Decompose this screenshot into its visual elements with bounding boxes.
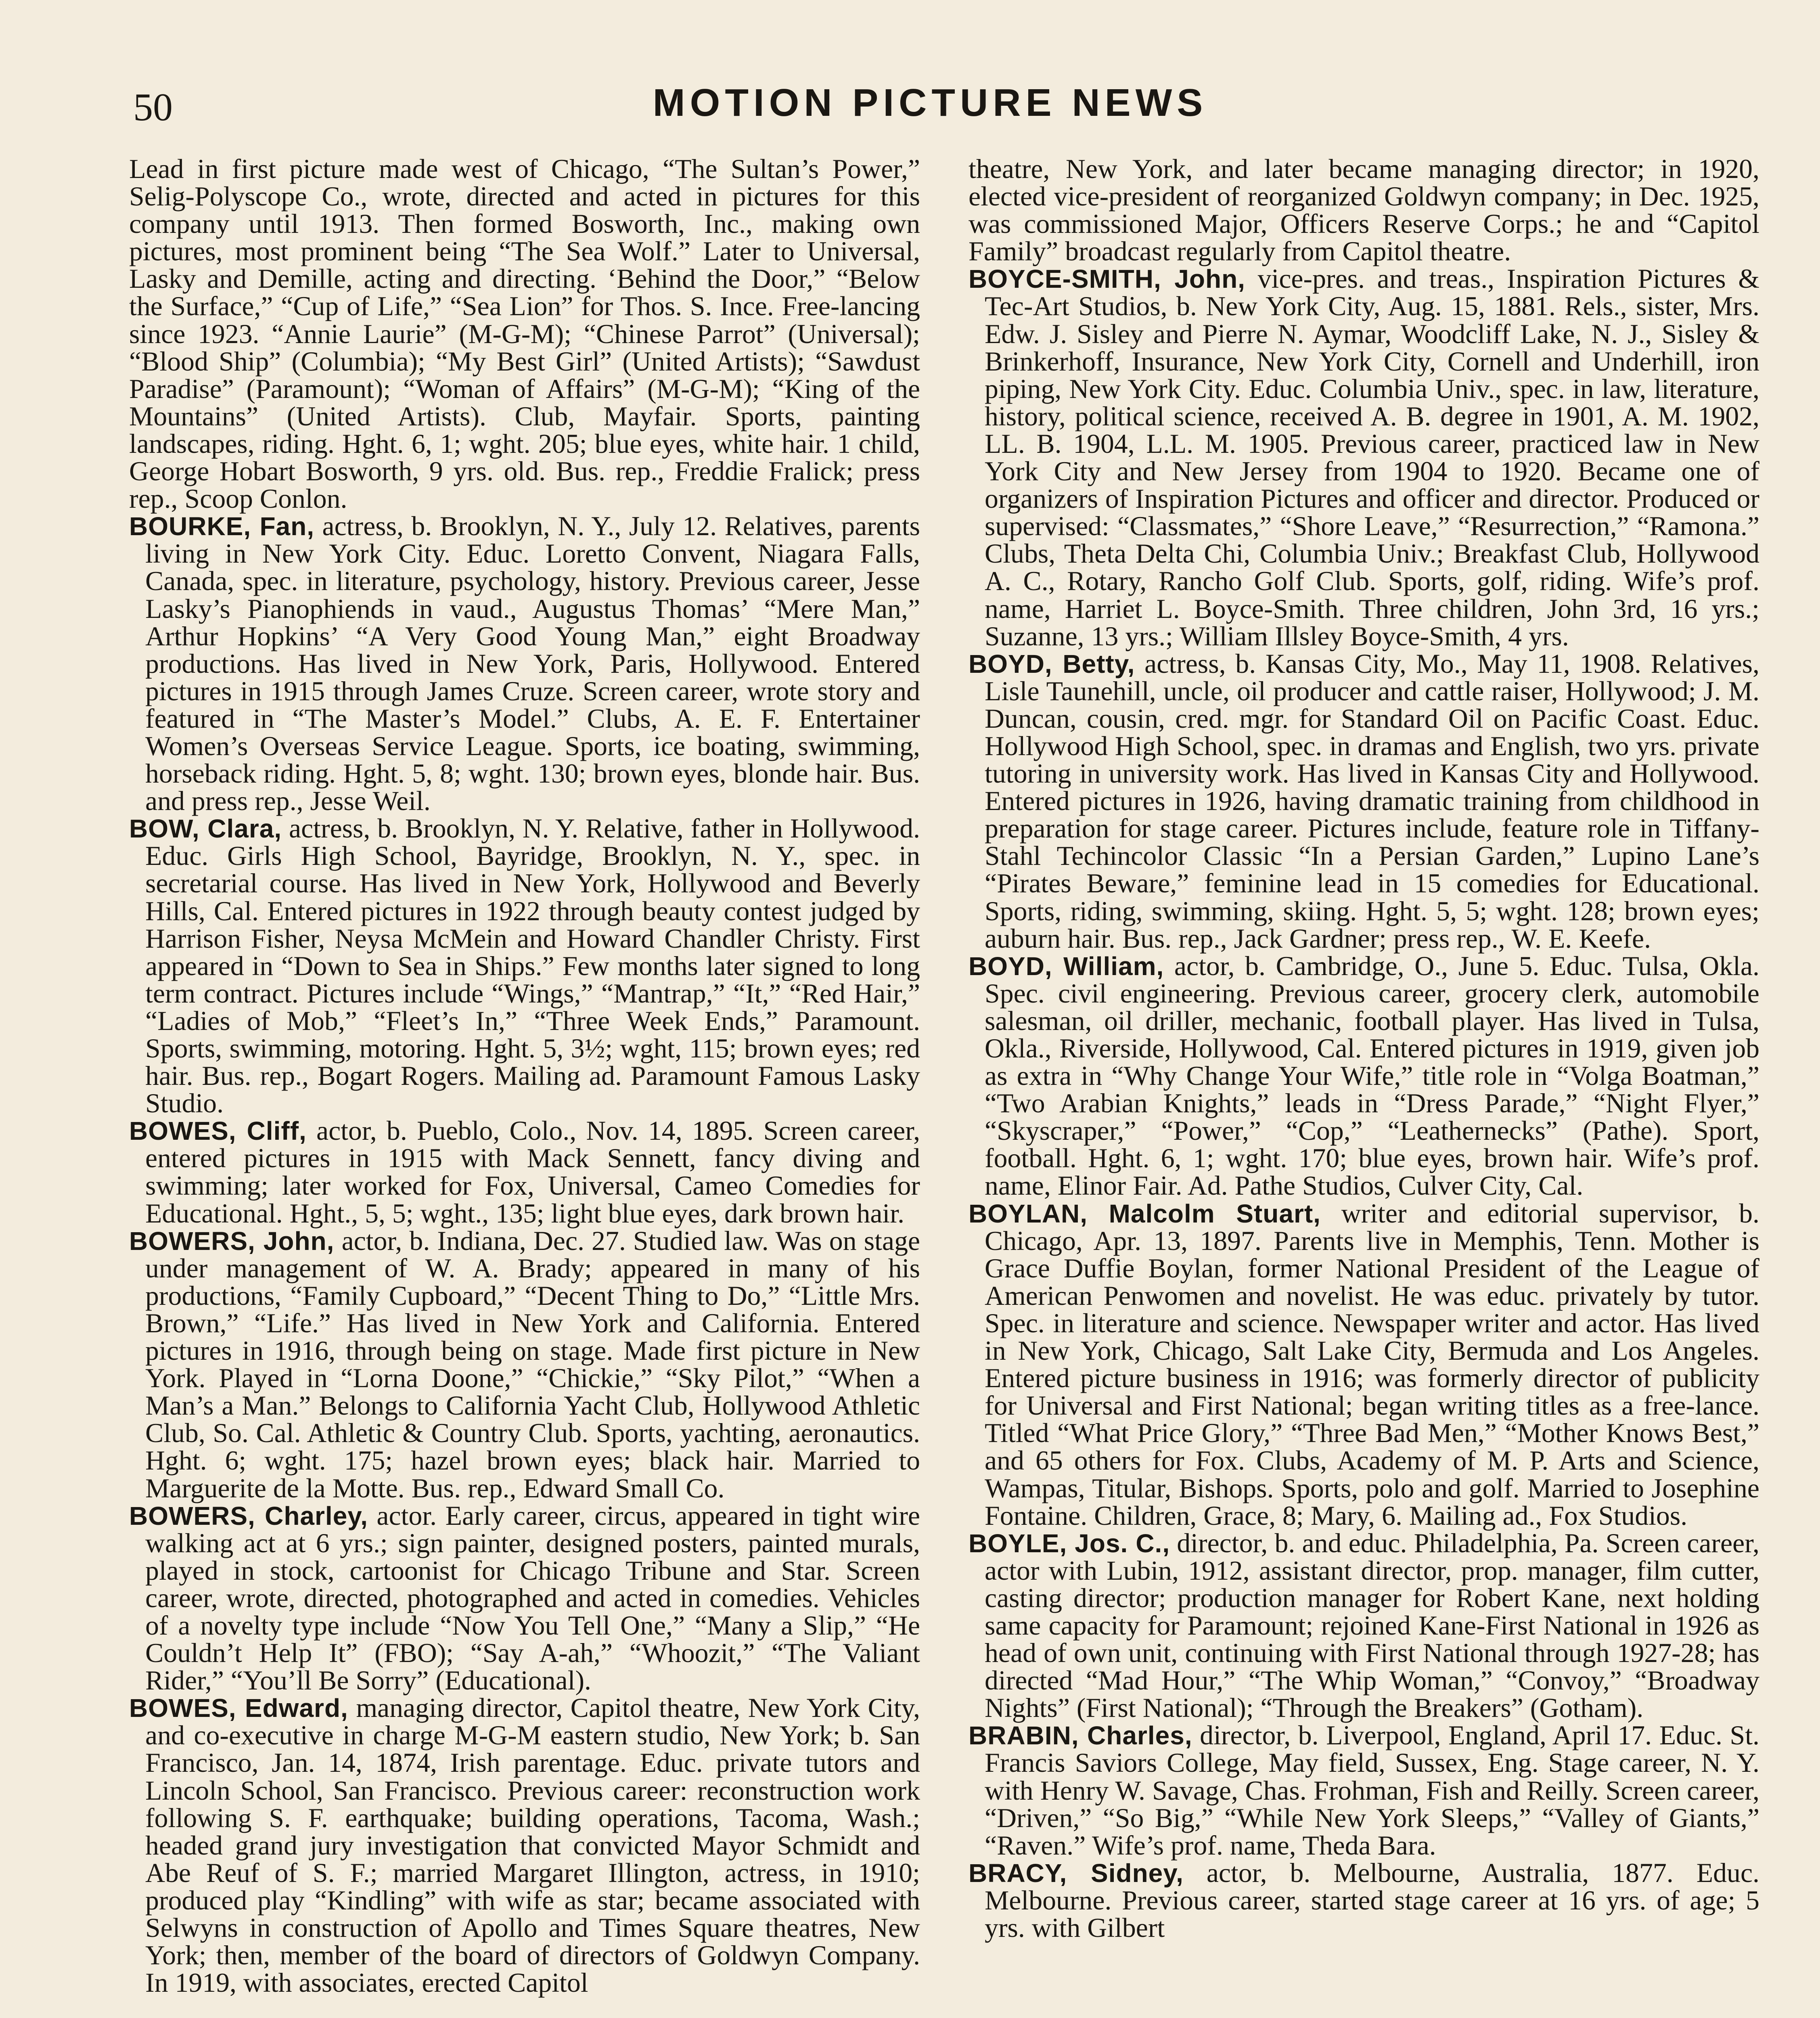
entry-text: actor, b. Indiana, Dec. 27. Studied law. Was on stage under management of W. A. Brady; appeared in many of his productions, “Family Cupboard,” “Decent Thing to Do,” “Little Mrs. Brown,” “Life.” Has lived in New York and California. Entered pictures in 1916, through being on stage. Made first picture in New York. Played in “Lorna Doone,” “Chickie,” “Sky Pilot,” “When a Man’s a Man.” Belongs to California Yacht Club, Hollywood Athletic Club, So. Cal. Athletic & Country Club. Sports, yachting, aeronautics. Hght. 6; wght. 175; hazel brown eyes; black hair. Married to Marguerite de la Motte. Bus. rep., Edward Small Co.	[145, 1225, 920, 1503]
entry-name: BOYD, William,	[969, 951, 1164, 981]
entry-name: BRABIN, Charles,	[969, 1721, 1192, 1750]
page-number: 50	[133, 86, 173, 129]
entry-text: theatre, New York, and later became managing director; in 1920, elected vice-president of reorganized Goldwyn company; in Dec. 1925, was commissioned Major, Officers Reserve Corps.; he and “Capitol Family” broadcast regularly from Capitol theatre.	[969, 154, 1759, 267]
entry-bourke-fan	[129, 513, 920, 815]
entry-name: BOWES, Cliff,	[129, 1116, 307, 1146]
entry-boyd-william	[969, 952, 1759, 1200]
entry-boyce-smith-john	[969, 265, 1759, 650]
running-head	[133, 81, 1727, 141]
entry-bowers-john	[129, 1227, 920, 1502]
journal-title: MOTION PICTURE NEWS	[653, 81, 1208, 124]
entry-name: BOURKE, Fan,	[129, 512, 315, 541]
entry-name: BOWERS, Charley,	[129, 1501, 368, 1530]
entry-text: actress, b. Brooklyn, N. Y. Relative, father in Hollywood. Educ. Girls High School, Bayridge, Brooklyn, N. Y., spec. in secretarial course. Has lived in New York, Hollywood and Beverly Hills, Cal. Entered pictures in 1922 through beauty contest judged by Harrison Fisher, Neysa McMein and Howard Chandler Christy. First appeared in “Down to Sea in Ships.” Few months later signed to long term contract. Pictures include “Wings,” “Mantrap,” “It,” “Red Hair,” “Ladies of Mob,” “Fleet’s In,” “Three Week Ends,” Paramount. Sports, swimming, motoring. Hght. 5, 3½; wght, 115; brown eyes; red hair. Bus. rep., Bogart Rogers. Mailing ad. Paramount Famous Lasky Studio.	[145, 813, 920, 1119]
entry-text: actor, b. Pueblo, Colo., Nov. 14, 1895. Screen career, entered pictures in 1915 with Mack Sennett, fancy diving and swimming; later worked for Fox, Universal, Cameo Comedies for Educational. Hght., 5, 5; wght., 135; light blue eyes, dark brown hair.	[145, 1116, 920, 1229]
entry-name: BRACY, Sidney,	[969, 1858, 1184, 1888]
entry-bowes-edward	[129, 1694, 920, 1997]
entry-name: BOYLAN, Malcolm Stuart,	[969, 1199, 1321, 1228]
entry-text: director, b. Liverpool, England, April 17. Educ. St. Francis Saviors College, May field, Sussex, Eng. Stage career, N. Y. with Henry W. Savage, Chas. Frohman, Fish and Reilly. Screen career, “Driven,” “So Big,” “While New York Sleeps,” “Valley of Giants,” “Raven.” Wife’s prof. name, Theda Bara.	[985, 1720, 1759, 1861]
entry-boyle-jos	[969, 1530, 1759, 1722]
entry-boylan-malcolm	[969, 1200, 1759, 1530]
entry-brabin-charles	[969, 1722, 1759, 1859]
entry-name: BOWES, Edward,	[129, 1694, 348, 1723]
entry-name: BOWERS, John,	[129, 1226, 335, 1256]
entry-text: vice-pres. and treas., Inspiration Pictures & Tec-Art Studios, b. New York City, Aug. 15, 1881. Rels., sister, Mrs. Edw. J. Sisley and Pierre N. Aymar, Woodcliff Lake, N. J., Sisley & Brinkerhoff, Insurance, New York City, Cornell and Underhill, iron piping, New York City. Educ. Columbia Univ., spec. in law, literature, history, political science, received A. B. degree in 1901, A. M. 1902, LL. B. 1904, L.L. M. 1905. Previous career, practiced law in New York City and New Jersey from 1904 to 1920. Became one of organizers of Inspiration Pictures and officer and director. Produced or supervised: “Classmates,” “Shore Leave,” “Resurrection,” “Ramona.” Clubs, Theta Delta Chi, Columbia Univ.; Breakfast Club, Hollywood A. C., Rotary, Rancho Golf Club. Sports, golf, riding. Wife’s prof. name, Harriet L. Boyce-Smith. Three children, John 3rd, 16 yrs.; Suzanne, 13 yrs.; William Illsley Boyce-Smith, 4 yrs.	[985, 264, 1759, 651]
entry-bowes-edward-continued	[969, 155, 1759, 265]
entry-boyd-betty	[969, 650, 1759, 952]
entry-text: actor. Early career, circus, appeared in tight wire walking act at 6 yrs.; sign painter, designed posters, painted murals, played in stock, cartoonist for Chicago Tribune and Star. Screen career, wrote, directed, photographed and acted in comedies. Vehicles of a novelty type include “Now You Tell One,” “Many a Slip,” “He Couldn’t Help It” (FBO); “Say A-ah,” “Whoozit,” “The Valiant Rider,” “You’ll Be Sorry” (Educational).	[145, 1500, 920, 1696]
right-column	[969, 155, 1759, 1942]
entry-text: actor, b. Cambridge, O., June 5. Educ. Tulsa, Okla. Spec. civil engineering. Previous career, grocery clerk, automobile salesman, oil driller, mechanic, football player. Has lived in Tulsa, Okla., Riverside, Hollywood, Cal. Entered pictures in 1919, given job as extra in “Why Change Your Wife,” title role in “Volga Boatman,” “Two Arabian Knights,” leads in “Dress Parade,” “Night Flyer,” “Skyscraper,” “Power,” “Cop,” “Leathernecks” (Pathe). Sport, football. Hght. 6, 1; wght. 170; blue eyes, brown hair. Wife’s prof. name, Elinor Fair. Ad. Pathe Studios, Culver City, Cal.	[985, 950, 1760, 1201]
entry-text: writer and editorial supervisor, b. Chicago, Apr. 13, 1897. Parents live in Memphis, Tenn. Mother is Grace Duffie Boylan, former National President of the League of American Penwomen and novelist. He was educ. privately by tutor. Spec. in literature and science. Newspaper writer and actor. Has lived in New York, Chicago, Salt Lake City, Bermuda and Los Angeles. Entered picture business in 1916; was formerly director of publicity for Universal and First National; began writing titles as a free-lance. Titled “What Price Glory,” “Three Bad Men,” “Mother Knows Best,” and 65 others for Fox. Clubs, Academy of M. P. Arts and Science, Wampas, Titular, Bishops. Sports, polo and golf. Married to Josephine Fontaine. Children, Grace, 8; Mary, 6. Mailing ad., Fox Studios.	[985, 1198, 1759, 1531]
entry-text: managing director, Capitol theatre, New York City, and co-executive in charge M-G-M eastern studio, New York; b. San Francisco, Jan. 14, 1874, Irish parentage. Educ. private tutors and Lincoln School, San Francisco. Previous career: reconstruction work following S. F. earthquake; building operations, Tacoma, Wash.; headed grand jury investigation that convicted Mayor Schmidt and Abe Reuf of S. F.; married Margaret Illington, actress, in 1910; produced play “Kindling” with wife as star; became associated with Selwyns in construction of Apollo and Times Square theatres, New York; then, member of the board of directors of Goldwyn Company. In 1919, with associates, erected Capitol	[145, 1693, 920, 1998]
entry-bosworth-continued	[129, 155, 920, 513]
entry-text: director, b. and educ. Philadelphia, Pa. Screen career, actor with Lubin, 1912, assistant director, prop. manager, film cutter, casting director; production manager for Robert Kane, next holding same capacity for Paramount; rejoined Kane-First National in 1926 as head of own unit, continuing with First National through 1927-28; has directed “Mad Hour,” “The Whip Woman,” “Convoy,” “Broadway Nights” (First National); “Through the Breakers” (Gotham).	[985, 1528, 1760, 1723]
entry-name: BOYLE, Jos. C.,	[969, 1528, 1170, 1558]
entry-name: BOYD, Betty,	[969, 649, 1135, 678]
entry-bowes-cliff	[129, 1117, 920, 1227]
entry-text: actress, b. Brooklyn, N. Y., July 12. Relatives, parents living in New York City. Educ. Loretto Convent, Niagara Falls, Canada, spec. in literature, psychology, history. Previous career, Jesse Lasky’s Pianophiends in vaud., Augustus Thomas’ “Mere Man,” Arthur Hopkins’ “A Very Good Young Man,” eight Broadway productions. Has lived in New York, Paris, Hollywood. Entered pictures in 1915 through James Cruze. Screen career, wrote story and featured in “The Master’s Model.” Clubs, A. E. F. Entertainer Women’s Overseas Service League. Sports, ice boating, swimming, horseback riding. Hght. 5, 8; wght. 130; brown eyes, blonde hair. Bus. and press rep., Jesse Weil.	[145, 511, 920, 816]
entry-name: BOYCE-SMITH, John,	[969, 264, 1245, 294]
entry-text: Lead in first picture made west of Chicago, “The Sultan’s Power,” Selig-Polyscope Co., wrote, directed and acted in pictures for this company until 1913. Then formed Bosworth, Inc., making own pictures, most prominent being “The Sea Wolf.” Later to Universal, Lasky and Demille, acting and directing. ‘Behind the Door,” “Below the Surface,” “Cup of Life,” “Sea Lion” for Thos. S. Ince. Free-lancing since 1923. “Annie Laurie” (M-G-M); “Chinese Parrot” (Universal); “Blood Ship” (Columbia); “My Best Girl” (United Artists); “Sawdust Paradise” (Paramount); “Woman of Affairs” (M-G-M); “King of the Mountains” (United Artists). Club, Mayfair. Sports, painting landscapes, riding. Hght. 6, 1; wght. 205; blue eyes, white hair. 1 child, George Hobart Bosworth, 9 yrs. old. Bus. rep., Freddie Fralick; press rep., Scoop Conlon.	[129, 154, 920, 514]
entry-bracy-sidney	[969, 1859, 1759, 1942]
entry-text: actor, b. Melbourne, Australia, 1877. Educ. Melbourne. Previous career, started stage career at 16 yrs. of age; 5 yrs. with Gilbert	[985, 1857, 1759, 1943]
entry-bowers-charley	[129, 1502, 920, 1695]
entry-name: BOW, Clara,	[129, 814, 282, 844]
entry-bow-clara	[129, 815, 920, 1117]
left-column	[129, 155, 920, 1997]
entry-text: actress, b. Kansas City, Mo., May 11, 1908. Relatives, Lisle Taunehill, uncle, oil producer and cattle raiser, Hollywood; J. M. Duncan, cousin, cred. mgr. for Standard Oil on Pacific Coast. Educ. Hollywood High School, spec. in dramas and English, two yrs. private tutoring in university work. Has lived in Kansas City and Hollywood. Entered pictures in 1926, having dramatic training from childhood in preparation for stage career. Pictures include, feature role in Tiffany-Stahl Techincolor Classic “In a Persian Garden,” Lupino Lane’s “Pirates Beware,” feminine lead in 15 comedies for Educational. Sports, riding, swimming, skiing. Hght. 5, 5; wght. 128; brown eyes; auburn hair. Bus. rep., Jack Gardner; press rep., W. E. Keefe.	[985, 648, 1760, 954]
